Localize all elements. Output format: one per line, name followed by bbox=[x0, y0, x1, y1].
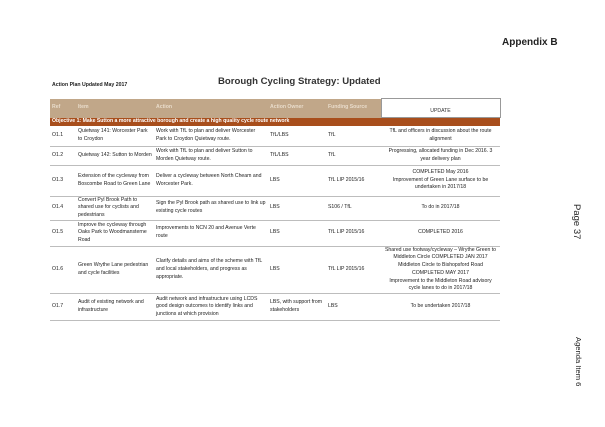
row-funding-source: LBS bbox=[326, 294, 381, 321]
row-update bbox=[381, 196, 500, 220]
row-action-owner: LBS bbox=[268, 220, 326, 246]
row-action: Work with TfL to plan and deliver Sutton to Morden Quietway route. bbox=[154, 146, 268, 165]
row-item: Convert Pyl Brook Path to shared use for cyclists and pedestrians bbox=[76, 196, 154, 220]
update-line: COMPLETED 2016 bbox=[418, 229, 463, 236]
table-header-row bbox=[50, 99, 500, 118]
header-action-owner: Action Owner bbox=[268, 99, 326, 118]
row-update bbox=[381, 146, 500, 165]
table-row bbox=[50, 196, 500, 220]
update-line: Shared use footway/cycleway – Wrythe Green to Middleton Circle COMPLETED JAN 2017 bbox=[384, 246, 497, 261]
update-line: COMPLETED May 2016 bbox=[412, 168, 469, 175]
table-row bbox=[50, 146, 500, 165]
header-funding-source: Funding Source bbox=[326, 99, 381, 118]
row-funding-source: TfL bbox=[326, 146, 381, 165]
page-number: Page 37 bbox=[571, 204, 582, 240]
plan-updated-label: Action Plan Updated May 2017 bbox=[52, 82, 128, 88]
update-line: Improvement of Green Lane surface to be undertaken in 2017/18 bbox=[392, 176, 489, 191]
header-item: Item bbox=[76, 99, 154, 118]
row-update bbox=[381, 165, 500, 196]
row-action-owner: LBS bbox=[268, 196, 326, 220]
table-row bbox=[50, 126, 500, 146]
row-update bbox=[381, 126, 500, 146]
row-funding-source: S106 / TfL bbox=[326, 196, 381, 220]
update-line: To do in 2017/18 bbox=[421, 204, 460, 211]
update-line: Improvement to the Middleton Road advisory cycle lanes to do in 2017/18 bbox=[389, 277, 492, 292]
row-action: Work with TfL to plan and deliver Worcester Park to Croydon Quietway route. bbox=[154, 126, 268, 146]
agenda-item-label: Agenda Item 6 bbox=[574, 337, 583, 387]
update-line: To be undertaken 2017/18 bbox=[410, 303, 471, 310]
table-row bbox=[50, 220, 500, 246]
row-funding-source: TfL LIP 2015/16 bbox=[326, 165, 381, 196]
row-ref: O1.2 bbox=[50, 146, 76, 165]
row-action-owner: TfL/LBS bbox=[268, 146, 326, 165]
row-funding-source: TfL LIP 2015/16 bbox=[326, 220, 381, 246]
row-action: Clarify details and aims of the scheme with TfL and local stakeholders, and progress as appropriate. bbox=[154, 246, 268, 293]
update-line: Progressing, allocated funding in Dec 2016. 3 year delivery plan bbox=[388, 147, 493, 162]
row-item: Green Wrythe Lane pedestrian and cycle facilities bbox=[76, 246, 154, 293]
row-action-owner: TfL/LBS bbox=[268, 126, 326, 146]
row-item: Extension of the cycleway from Boscombe Road to Green Lane bbox=[76, 165, 154, 196]
header-ref: Ref bbox=[50, 99, 76, 118]
row-ref: O1.5 bbox=[50, 220, 76, 246]
row-update bbox=[381, 294, 500, 321]
objective-text: Objective 1: Make Sutton a more attractive borough and create a high quality cycle route network bbox=[50, 118, 500, 127]
appendix-label: Appendix B bbox=[502, 37, 558, 48]
row-action: Audit network and infrastructure using LCDS good design outcomes to identify links and junctions at which provision bbox=[154, 294, 268, 321]
row-item: Improve the cycleway through Oaks Park to Woodmansterne Road bbox=[76, 220, 154, 246]
update-line: Middleton Circle to Bishopsford Road COMPLETED MAY 2017 bbox=[398, 262, 483, 276]
row-action: Improvements to NCN 20 and Avenue Verte route bbox=[154, 220, 268, 246]
row-funding-source: TfL bbox=[326, 126, 381, 146]
row-action-owner: LBS bbox=[268, 246, 326, 293]
row-update bbox=[381, 246, 500, 293]
row-ref: O1.7 bbox=[50, 294, 76, 321]
row-ref: O1.6 bbox=[50, 246, 76, 293]
header-update: UPDATE bbox=[381, 99, 500, 118]
update-line: TfL and officers in discussion about the route alignment bbox=[389, 128, 492, 142]
objective-row bbox=[50, 118, 500, 127]
page-title: Borough Cycling Strategy: Updated bbox=[218, 76, 381, 87]
row-ref: O1.3 bbox=[50, 165, 76, 196]
table-row bbox=[50, 165, 500, 196]
row-action: Deliver a cycleway between North Cheam and Worcester Park. bbox=[154, 165, 268, 196]
action-plan-table bbox=[50, 98, 501, 321]
row-item: Quietway 142: Sutton to Morden bbox=[76, 146, 154, 165]
row-action: Sign the Pyl Brook path as shared use to link up existing cycle routes bbox=[154, 196, 268, 220]
row-update bbox=[381, 220, 500, 246]
table-row bbox=[50, 246, 500, 293]
header-action: Action bbox=[154, 99, 268, 118]
row-action-owner: LBS bbox=[268, 165, 326, 196]
row-ref: O1.1 bbox=[50, 126, 76, 146]
row-item: Audit of existing network and infrastructure bbox=[76, 294, 154, 321]
table-row bbox=[50, 294, 500, 321]
row-item: Quietway 141: Worcester Park to Croydon bbox=[76, 126, 154, 146]
row-funding-source: TfL LIP 2015/16 bbox=[326, 246, 381, 293]
row-action-owner: LBS, with support from stakeholders bbox=[268, 294, 326, 321]
row-ref: O1.4 bbox=[50, 196, 76, 220]
